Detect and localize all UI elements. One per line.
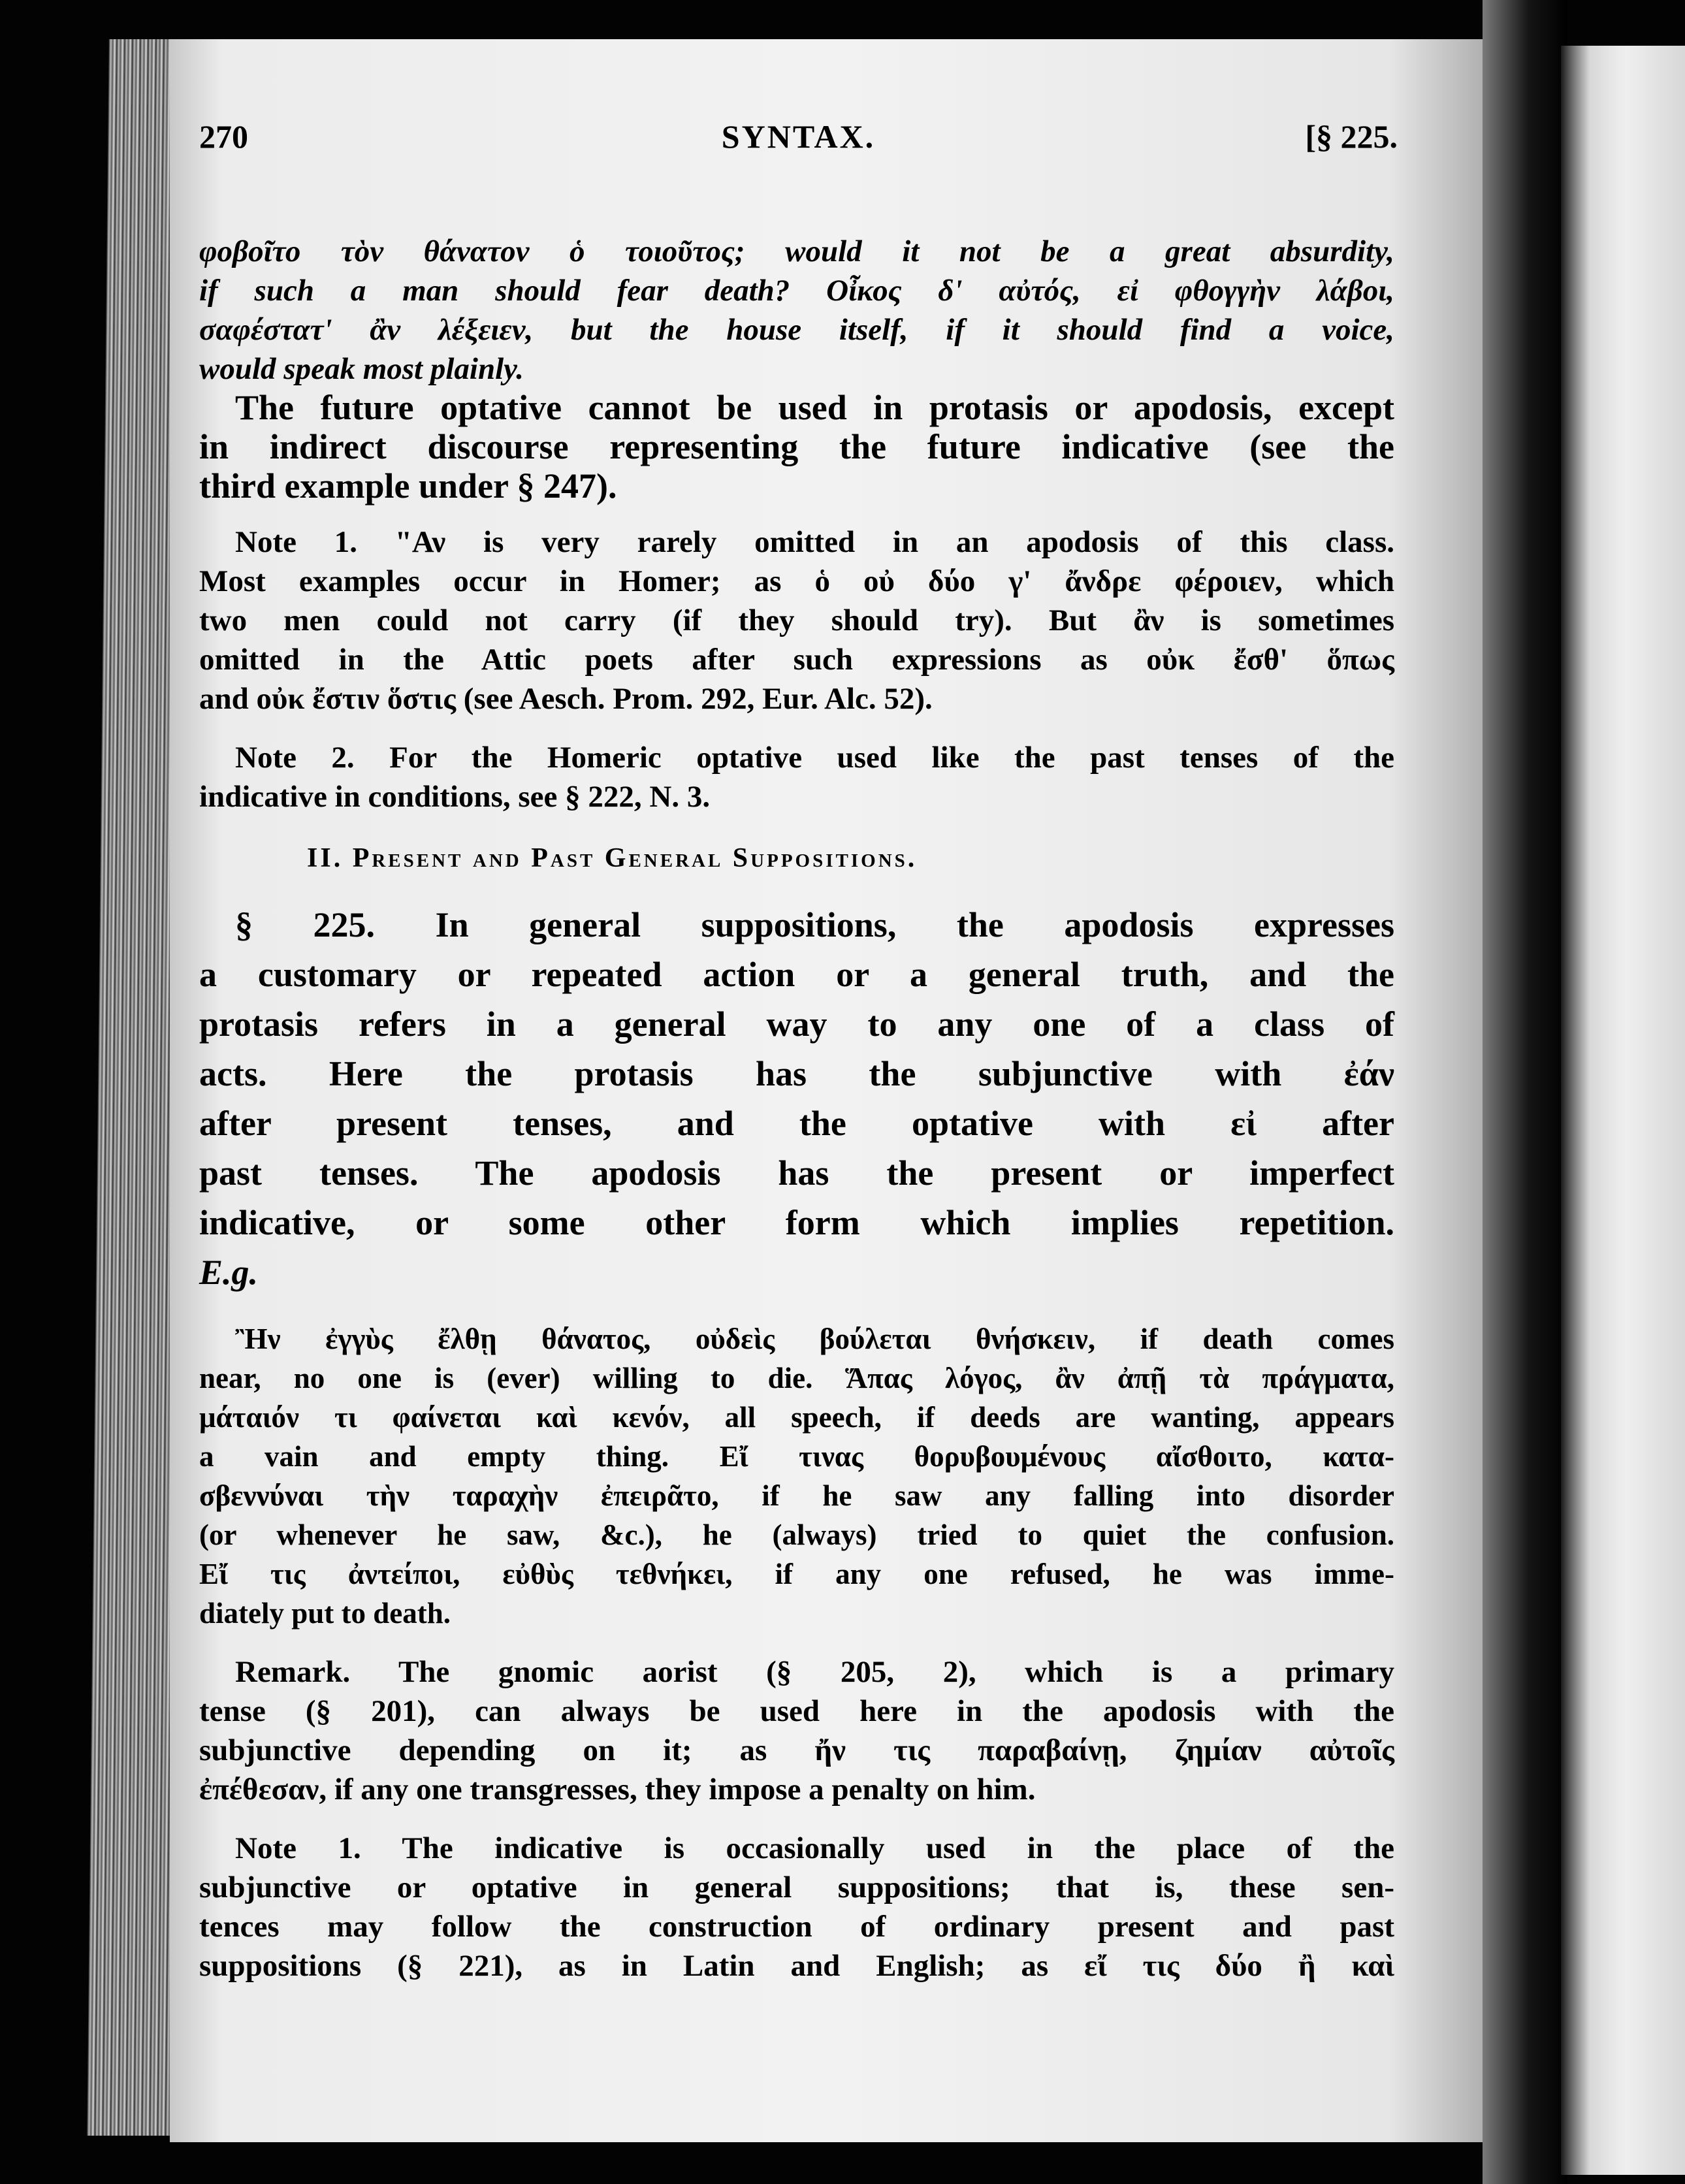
note-line: tences may follow the construction of ordinary present and past <box>199 1910 1394 1944</box>
note-line: and οὐκ ἔστιν ὅστις (see Aesch. Prom. 292, Eur. Alc. 52). <box>199 682 933 716</box>
body-line: a customary or repeated action or a general truth, and the <box>199 955 1394 994</box>
example-line: diately put to death. <box>199 1597 451 1630</box>
body-line: protasis refers in a general way to any one of a class of <box>199 1004 1394 1044</box>
body-line: E.g. <box>199 1253 259 1292</box>
text-line: φοβοῖτο τὸν θάνατον ὁ τοιοῦτος; would it not be a great absurdity, <box>199 234 1394 268</box>
text-line: in indirect discourse representing the future indicative (see the <box>199 427 1394 466</box>
text-line: would speak most plainly. <box>199 352 524 386</box>
body-line: § 225. In general suppositions, the apodosis expresses <box>235 905 1394 944</box>
note-line: omitted in the Attic poets after such expressions as οὐκ ἔσθ' ὅπως <box>199 643 1394 677</box>
note-line: indicative in conditions, see § 222, N. 3. <box>199 780 711 814</box>
book-gutter <box>1483 0 1567 2184</box>
text-line: σαφέστατ' ἂν λέξειεν, but the house itself, if it should find a voice, <box>199 313 1394 347</box>
body-line: after present tenses, and the optative with εἰ after <box>199 1104 1394 1143</box>
note-line: suppositions (§ 221), as in Latin and English; as εἴ τις δύο ἢ καὶ <box>199 1949 1394 1983</box>
example-line: (or whenever he saw, &c.), he (always) tried to quiet the confusion. <box>199 1518 1394 1551</box>
note-line: two men could not carry (if they should try). But ἂν is sometimes <box>199 603 1394 637</box>
remark-line: subjunctive depending on it; as ἤν τις παραβαίνῃ, ζημίαν αὐτοῖς <box>199 1733 1394 1767</box>
running-head-title: SYNTAX. <box>721 118 876 155</box>
facing-page-edge <box>1561 46 1685 2175</box>
text-line: if such a man should fear death? Οἶκος δ' αὐτός, εἰ φθογγὴν λάβοι, <box>199 274 1394 308</box>
body-line: past tenses. The apodosis has the present or imperfect <box>199 1153 1394 1193</box>
body-line: indicative, or some other form which implies repetition. <box>199 1203 1394 1242</box>
remark-line: Remark. The gnomic aorist (§ 205, 2), which is a primary <box>235 1655 1394 1689</box>
remark-line: ἐπέθεσαν, if any one transgresses, they impose a penalty on him. <box>199 1773 1036 1807</box>
text-line: The future optative cannot be used in protasis or apodosis, except <box>235 388 1394 427</box>
running-header <box>199 118 1398 163</box>
example-line: Ἢν ἐγγὺς ἔλθῃ θάνατος, οὐδεὶς βούλεται θνήσκειν, if death comes <box>235 1323 1394 1355</box>
section-heading: II. Present and Past General Suppositions. <box>307 843 918 873</box>
example-line: Εἴ τις ἀντείποι, εὐθὺς τεθνήκει, if any one refused, he was imme- <box>199 1558 1394 1590</box>
example-line: a vain and empty thing. Εἴ τινας θορυβουμένους αἴσθοιτο, κατα- <box>199 1440 1394 1473</box>
remark-line: tense (§ 201), can always be used here in the apodosis with the <box>199 1694 1394 1728</box>
note-line: subjunctive or optative in general suppositions; that is, these sen- <box>199 1871 1394 1904</box>
example-line: near, no one is (ever) willing to die. Ἅπας λόγος, ἂν ἀπῇ τὰ πράγματα, <box>199 1362 1394 1394</box>
note-line: Most examples occur in Homer; as ὁ οὐ δύο γ' ἄνδρε φέροιεν, which <box>199 564 1394 598</box>
body-line: acts. Here the protasis has the subjunctive with ἐάν <box>199 1054 1394 1093</box>
example-line: σβεννύναι τὴν ταραχὴν ἐπειρᾶτο, if he saw any falling into disorder <box>199 1479 1394 1512</box>
note-line: Note 1. The indicative is occasionally used in the place of the <box>235 1831 1394 1865</box>
example-line: μάταιόν τι φαίνεται καὶ κενόν, all speech, if deeds are wanting, appears <box>199 1401 1394 1434</box>
page-number: 270 <box>199 118 248 155</box>
section-reference: [§ 225. <box>1305 118 1398 155</box>
note-line: Note 1. "Αν is very rarely omitted in an apodosis of this class. <box>235 525 1394 559</box>
text-line: third example under § 247). <box>199 466 617 506</box>
note-line: Note 2. For the Homeric optative used like the past tenses of the <box>235 741 1394 775</box>
